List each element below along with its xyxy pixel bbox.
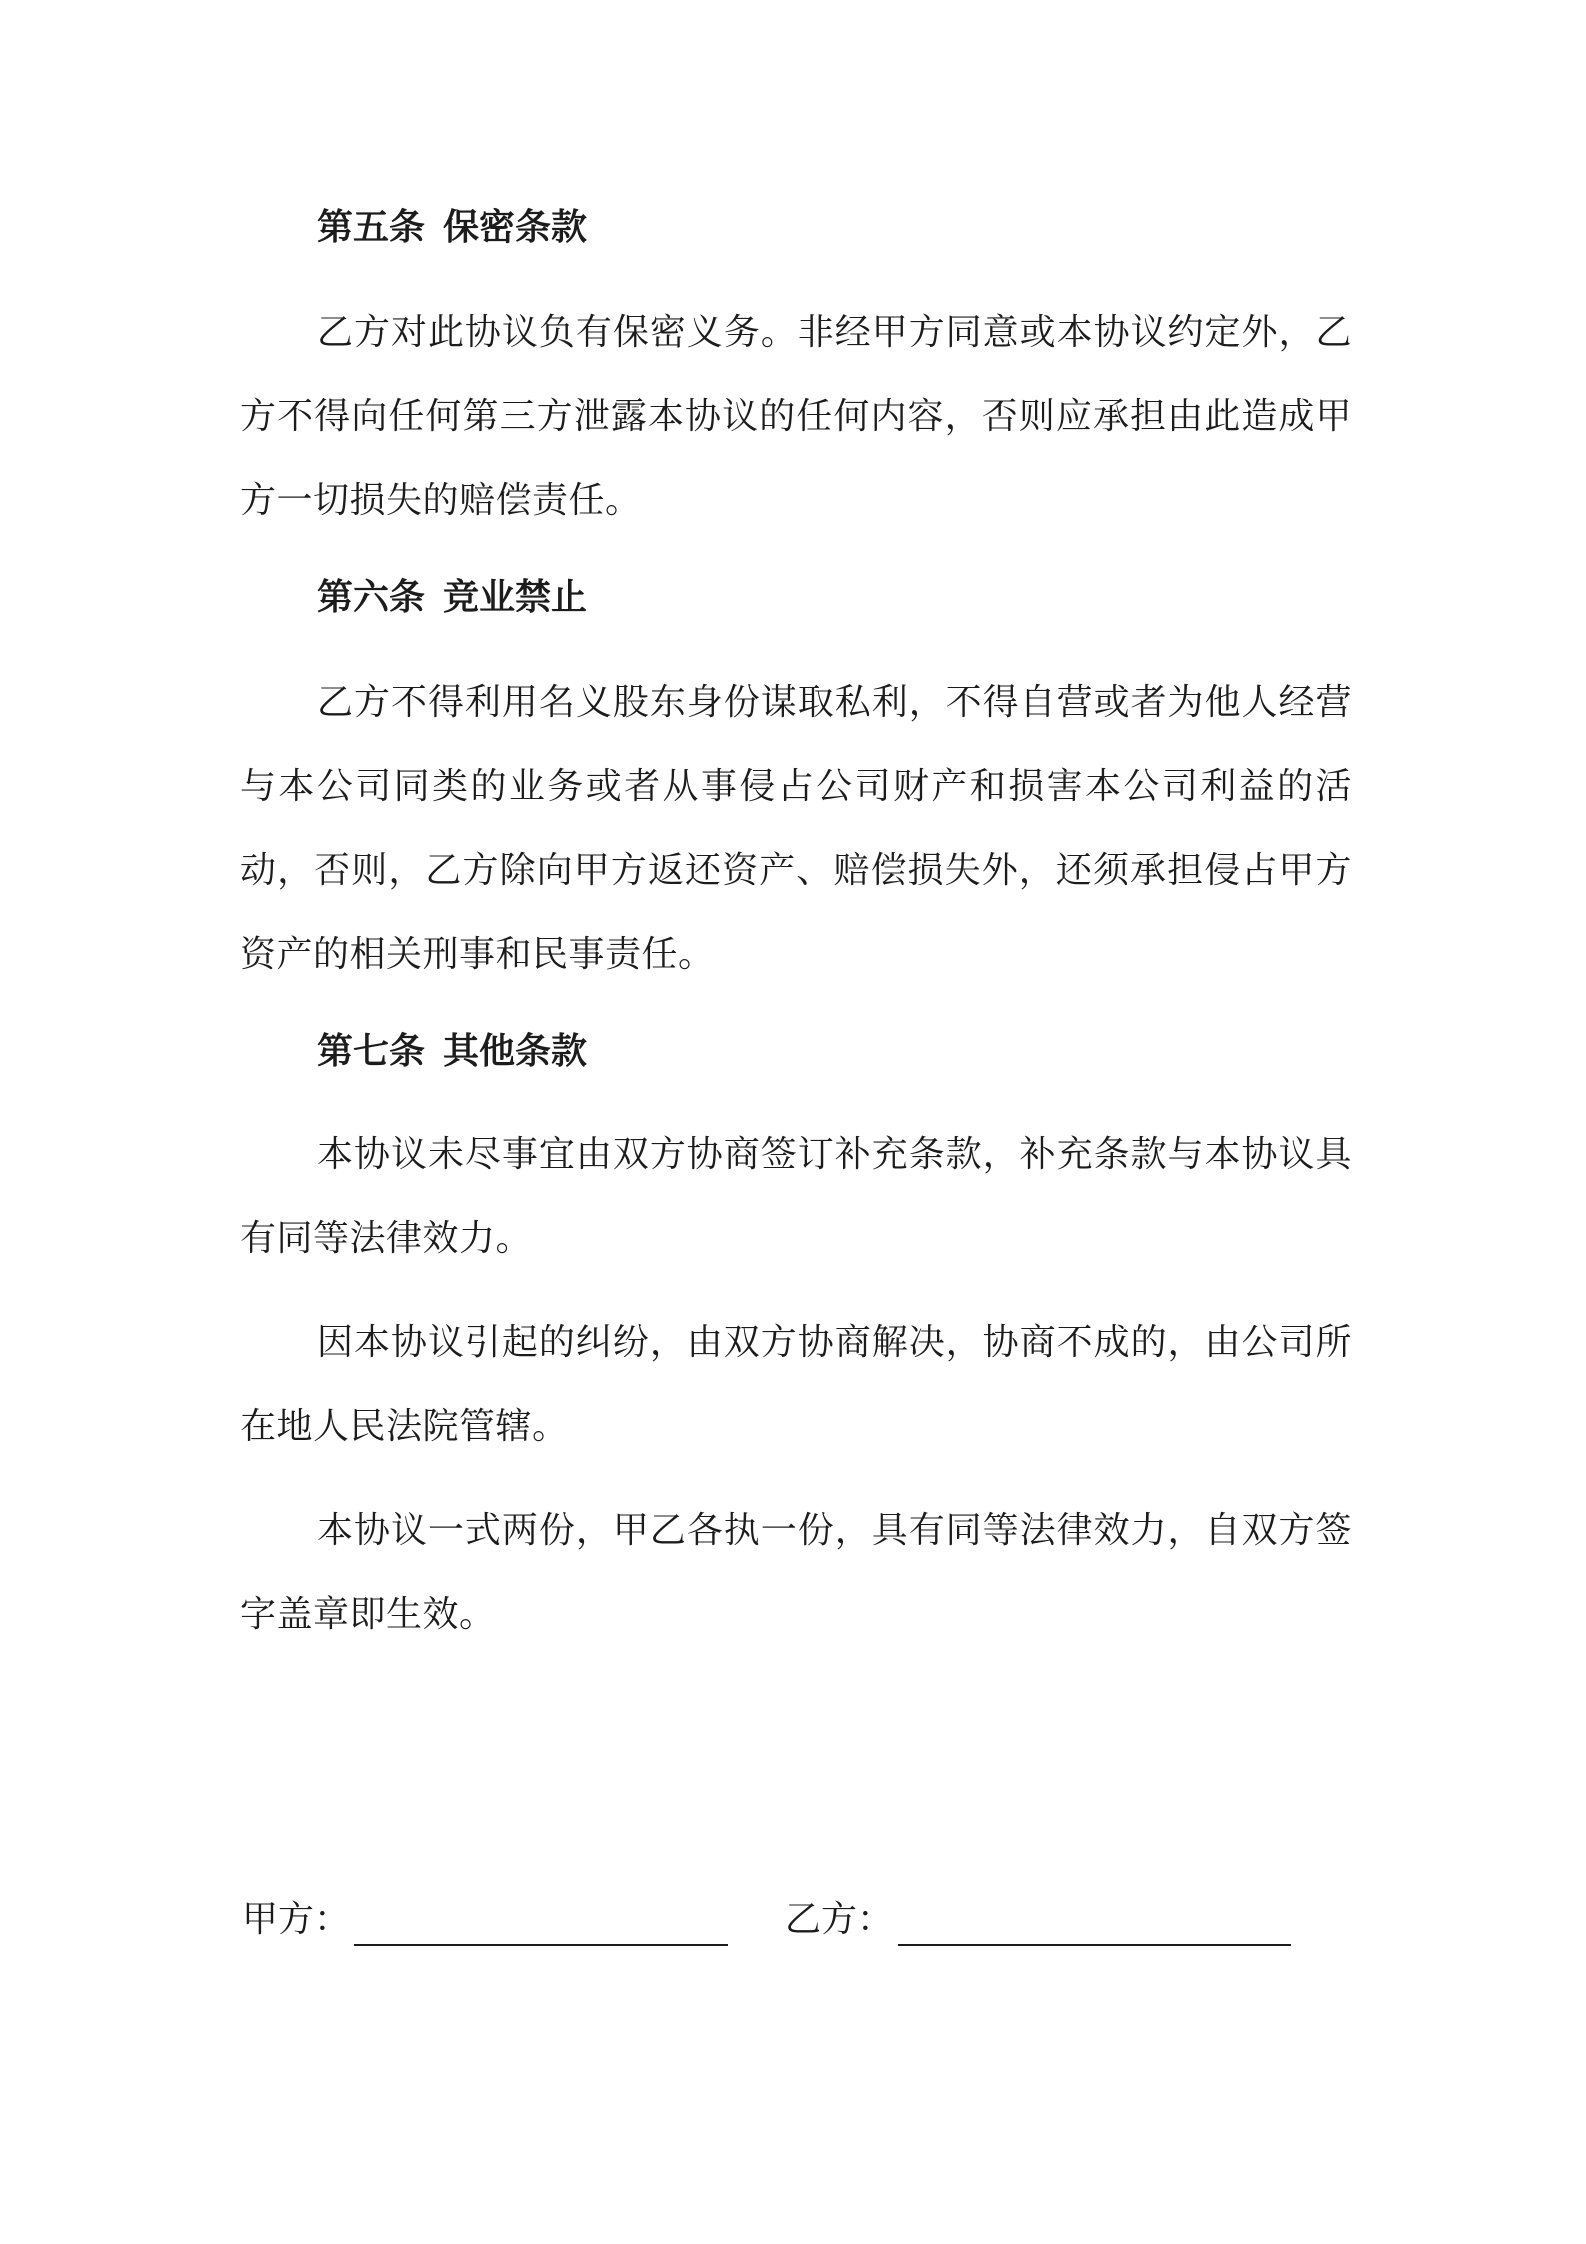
party-a-label: 甲方：	[242, 1899, 351, 1940]
party-a-signature-line	[354, 1944, 728, 1946]
article-title: 其他条款	[443, 1031, 588, 1072]
article-number: 第六条	[317, 577, 426, 618]
party-b-label: 乙方：	[785, 1899, 894, 1940]
article-7-paragraph-1: 本协议未尽事宜由双方协商签订补充条款，补充条款与本协议具有同等法律效力。	[240, 1134, 1352, 1259]
article-title: 保密条款	[443, 207, 588, 248]
article-number: 第五条	[317, 207, 426, 248]
article-5-paragraph: 乙方对此协议负有保密义务。非经甲方同意或本协议约定外，乙方不得向任何第三方泄露本协议的任何内容，否则应承担由此造成甲方一切损失的赔偿责任。	[240, 312, 1352, 521]
article-5-heading	[317, 206, 587, 250]
article-7-paragraph-2: 因本协议引起的纠纷，由双方协商解决，协商不成的，由公司所在地人民法院管辖。	[240, 1322, 1352, 1447]
article-number: 第七条	[317, 1031, 426, 1072]
article-7-heading	[317, 1030, 587, 1074]
article-7-paragraph-3: 本协议一式两份，甲乙各执一份，具有同等法律效力，自双方签字盖章即生效。	[240, 1510, 1352, 1635]
article-title: 竞业禁止	[443, 577, 588, 618]
article-6-paragraph: 乙方不得利用名义股东身份谋取私利，不得自营或者为他人经营与本公司同类的业务或者从事侵占公司财产和损害本公司利益的活动，否则，乙方除向甲方返还资产、赔偿损失外，还须承担侵占甲方资产的相关刑事和民事责任。	[240, 682, 1352, 975]
party-b-signature-line	[898, 1944, 1291, 1946]
article-6-heading	[317, 576, 587, 620]
